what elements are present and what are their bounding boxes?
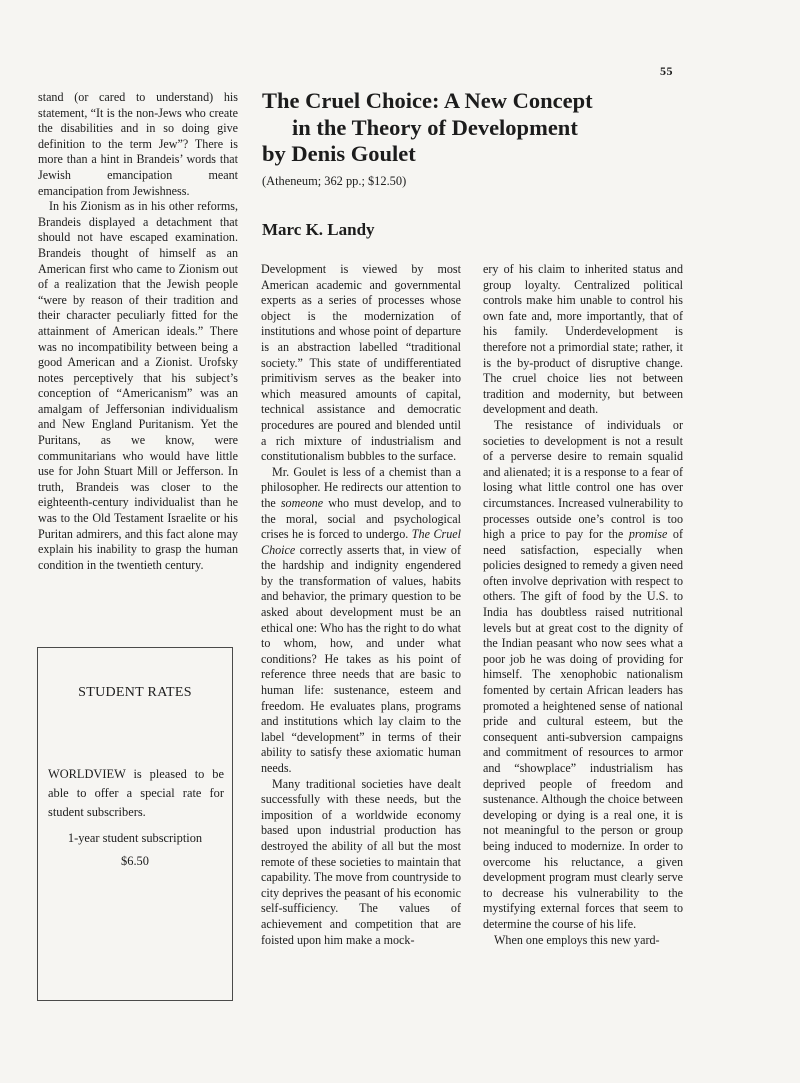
student-rates-heading: STUDENT RATES <box>78 685 192 700</box>
text-run: correctly asserts that, in view of the hardship and indignity engendered by the transformation of values, habits and behavior, the primary question to be asked about development must be an ethical one: Who has the right to do what to whom, how, and under what conditions? He takes as his point of reference three needs that are basic to human life: sustenance, esteem and freedom. He evaluates plans, programs and institutions which lay claim to the label “development” in terms of their ability to satisfy these axiomatic human needs. <box>261 542 461 775</box>
title-line-2: in the Theory of Development <box>292 114 578 140</box>
text-run: of need satisfaction, especially when policies designed to remedy a given need often involve deprivation with respect to others. The gift of food by the U.S. to India has doubtless raised nutritional levels but at great cost to the dignity of the Indian peasant who now sees what a poor job he was doing of providing for himself. The xenophobic nationalism fomented by certain African leaders has promoted a heightened sense of national pride and cultural esteem, but the consequent anti-subversion campaigns and commitment of resources to armor and “showplace” industrialism has deprived people of freedom and sustenance. Although the choice between developing or dying is a real one, it is not meaningful to the person or group being induced to modernize. In order to overcome his reluctance, a given development program must clearly serve to decrease his vulnerability to the mystifying external forces that seem to determine the course of his life. <box>483 527 683 931</box>
emphasis: someone <box>280 495 324 510</box>
text-run: The resistance of individuals or societies to development is not a result of a perverse desire to remain squalid and alienated; it is a response to a fear of losing what little control one has over circumstances. Increased vulnerability to processes outside one’s control is too high a price to pay for the <box>483 417 683 542</box>
title-line-1: The Cruel Choice: A New Concept <box>262 88 593 113</box>
emphasis: promise <box>628 527 668 542</box>
subscription-term: 1-year student subscription <box>67 831 203 845</box>
middle-paragraph-1: Development is viewed by most American academic and governmental experts as a series of processes whose object is the modernization of institutions and whose point of departure is an abstraction labelled “traditional society.” This state of undifferentiated primitivism serves as the beaker into which measured amounts of capital, technical assistance and democratic procedures are poured and blended until a rich mixture of industrialism and constitutionalism bubbles to the surface. <box>261 262 461 464</box>
publication-info: (Atheneum; 362 pp.; $12.50) <box>262 174 407 188</box>
student-rates-offer: WORLDVIEW is pleased to be able to offer a special rate for student subscribers. <box>48 767 224 819</box>
right-paragraph-2 <box>483 418 683 933</box>
right-paragraph-1: ery of his claim to inherited status and group loyalty. Centralized political controls make him unable to control his own fate and, more importantly, that of his family. Underdevelopment is therefore not a primordial state; rather, it is the by-product of disruptive change. The cruel choice lies not between tradition and modernity, but between development and death. <box>483 262 683 417</box>
left-paragraph-2: In his Zionism as in his other reforms, Brandeis displayed a detachment that should not have escaped examination. Brandeis thought of himself as an American first who came to Zionism out of a realization that the Jewish people “were by reason of their tradition and their character peculiarly fitted for the attainment of American ideals.” There was no incompatibility between being a good American and a Zionist. Urofsky notes perceptively that his subject’s conception of “Americanism” was an amalgam of Jeffersonian individualism and New England Puritanism. Yet the Puritans, as we know, were communitarians who would have little use for John Stuart Mill or Jefferson. In truth, Brandeis was closer to the eighteenth-century individualist than he was to the Old Testament Israelite or his Puritan admirers, and this fact alone may explain his inability to grasp the human condition in the twentieth century. <box>38 199 238 572</box>
book-title-emphasis: The Cruel Choice <box>261 527 461 557</box>
middle-paragraph-3: Many traditional societies have dealt successfully with these needs, but the imposition of a worldwide economy based upon industrial production has destroyed the ability of all but the most remote of these societies to maintain that capability. The move from countryside to city deprives the peasant of his economic self-sufficiency. The values of achievement and competition that are foisted upon him make a mock- <box>261 776 461 947</box>
right-paragraph-3: When one employs this new yard- <box>494 932 660 947</box>
subscription-price: $6.50 <box>121 854 149 868</box>
left-column <box>38 90 238 573</box>
left-paragraph-1: stand (or cared to understand) his statement, “It is the non-Jews who create the disabilities and in so doing give definition to the term Jew”? There is more than a hint in Brandeis’ words that Jewish emancipation meant emancipation from Jewishness. <box>38 90 238 198</box>
article-title <box>262 88 662 168</box>
title-line-3: by Denis Goulet <box>262 141 416 166</box>
page-number: 55 <box>660 64 673 78</box>
middle-column <box>261 262 461 948</box>
reviewer-name: Marc K. Landy <box>262 220 375 239</box>
text-run: who must develop, and to the moral, social and psychological crises he is forced to undergo. <box>261 495 461 542</box>
middle-paragraph-2 <box>261 465 461 777</box>
right-column <box>483 262 683 948</box>
student-rates-box <box>37 647 233 1001</box>
text-run: Mr. Goulet is less of a chemist than a philosopher. He redirects our attention to the <box>261 464 461 510</box>
